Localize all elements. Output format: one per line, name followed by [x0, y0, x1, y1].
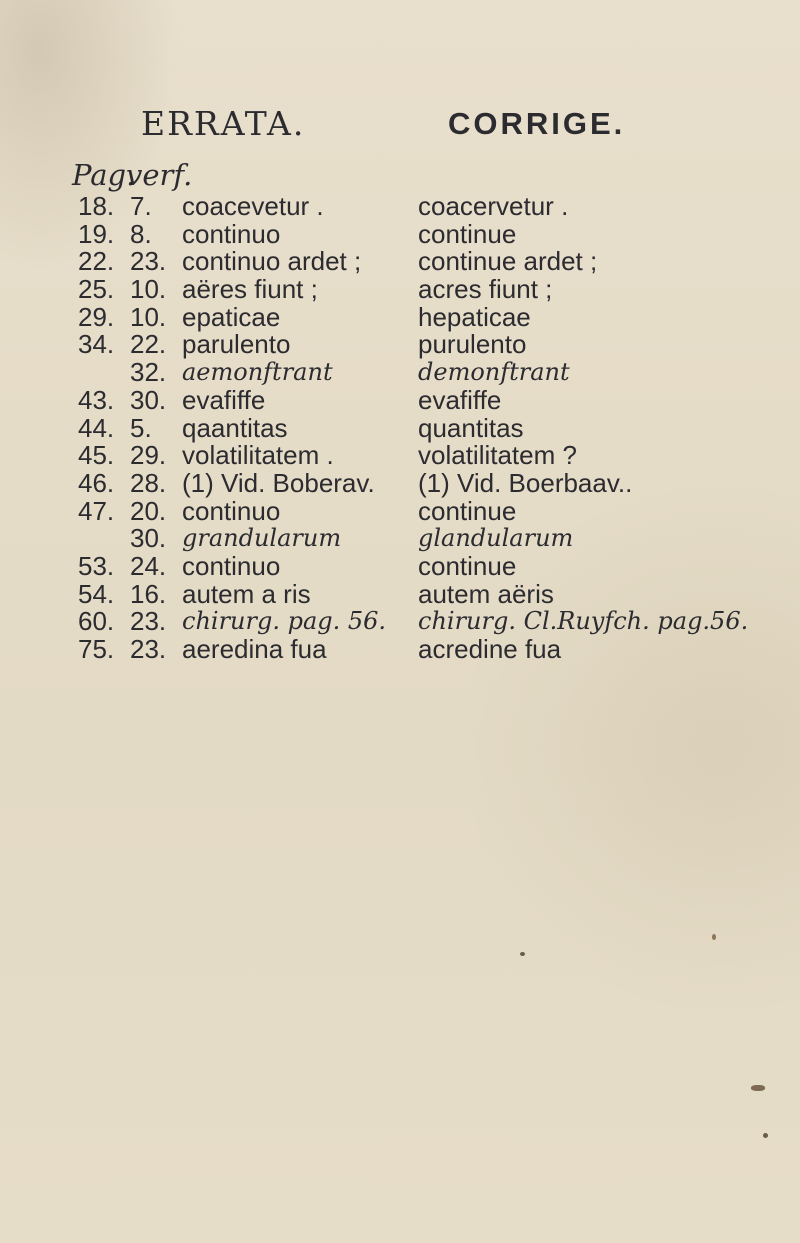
page-number: 75. [78, 634, 115, 664]
erratum-text: aemonftrant [182, 358, 333, 387]
paper-speck [712, 934, 716, 940]
corrige-text: acredine fua [418, 634, 562, 664]
verse-number: 30. [130, 523, 167, 554]
erratum-text: chirurg. pag. 56. [182, 607, 387, 636]
errata-row [0, 495, 800, 526]
errata-row [0, 359, 800, 387]
errata-row [0, 442, 800, 470]
errata-row [0, 578, 800, 609]
verse-number: 16. [130, 578, 167, 609]
errata-row [0, 550, 800, 581]
verse-number: 20. [130, 495, 167, 526]
corrige-text: volatilitatem ? [418, 440, 577, 471]
verse-number: 23. [130, 246, 167, 277]
page-number: 18. [78, 191, 115, 221]
verse-number: 29. [130, 440, 167, 471]
erratum-text: continuo [182, 218, 281, 249]
page-number: 54. [78, 578, 115, 609]
erratum-text: continuo [182, 550, 281, 581]
corrige-text: (1) Vid. Boerbaav.. [418, 467, 633, 498]
page-number: 34. [78, 329, 115, 360]
errata-row [0, 248, 800, 276]
page-number: 25. [78, 274, 115, 305]
verse-number: 5. [130, 412, 152, 443]
verse-number: 24. [130, 550, 167, 581]
verse-number: 10. [130, 274, 167, 305]
corrige-text: continue [418, 550, 517, 581]
verse-number: 23. [130, 634, 167, 664]
verse-number: 22. [130, 329, 167, 360]
verse-number: 10. [130, 301, 167, 332]
errata-row [0, 467, 800, 498]
verse-number: 8. [130, 218, 152, 249]
erratum-text: autem a ris [182, 578, 311, 609]
corrige-text: continue [418, 495, 517, 526]
errata-row [0, 193, 800, 221]
page-column-label: Pag. [72, 158, 136, 192]
page-number: 29. [78, 301, 115, 332]
errata-row [0, 412, 800, 443]
page-number: 60. [78, 606, 115, 637]
paper-speck [751, 1085, 765, 1091]
erratum-text: (1) Vid. Boberav. [182, 467, 375, 498]
verse-number: 7. [130, 191, 152, 221]
verse-number: 28. [130, 467, 167, 498]
erratum-text: coacevetur . [182, 191, 324, 221]
corrige-text: hepaticae [418, 301, 531, 332]
page-number: 47. [78, 495, 115, 526]
verse-number: 32. [130, 357, 167, 388]
erratum-text: continuo [182, 495, 281, 526]
corrige-text: purulento [418, 329, 527, 360]
erratum-text: epaticae [182, 301, 281, 332]
page-number: 45. [78, 440, 115, 471]
corrige-text: acres fiunt ; [418, 274, 553, 305]
page-number: 46. [78, 467, 115, 498]
errata-row [0, 384, 800, 415]
errata-list [0, 193, 800, 664]
erratum-text: volatilitatem . [182, 440, 334, 471]
paper-speck [520, 952, 525, 956]
corrige-text: quantitas [418, 412, 524, 443]
paper-speck [763, 1133, 768, 1138]
corrige-text: autem aëris [418, 578, 554, 609]
corrige-text: coacervetur . [418, 191, 569, 221]
errata-header [0, 104, 800, 144]
errata-row [0, 636, 800, 664]
corrige-text: glandularum [418, 524, 574, 553]
page-number: 53. [78, 550, 115, 581]
corrige-text: continue [418, 218, 517, 249]
erratum-text: parulento [182, 329, 291, 360]
erratum-text: aëres fiunt ; [182, 274, 318, 305]
erratum-text: evafiffe [182, 384, 266, 415]
erratum-text: grandularum [182, 524, 342, 553]
page-number: 19. [78, 218, 115, 249]
errata-row [0, 301, 800, 332]
errata-row [0, 218, 800, 249]
erratum-text: continuo ardet ; [182, 246, 362, 277]
errata-title: ERRATA. [141, 104, 306, 143]
errata-row [0, 525, 800, 553]
column-labels [0, 158, 800, 194]
corrige-text: evafiffe [418, 384, 502, 415]
corrige-text: demonftrant [418, 358, 570, 387]
errata-row [0, 276, 800, 304]
corrige-text: continue ardet ; [418, 246, 598, 277]
verse-number: 23. [130, 606, 167, 637]
page-number: 43. [78, 384, 115, 415]
errata-row [0, 608, 800, 636]
verse-number: 30. [130, 384, 167, 415]
page-number: 22. [78, 246, 115, 277]
corrige-title: CORRIGE. [448, 106, 626, 141]
corrige-text: chirurg. Cl.Ruyfch. pag.56. [418, 607, 749, 636]
erratum-text: aeredina fua [182, 634, 327, 664]
errata-row [0, 331, 800, 359]
erratum-text: qaantitas [182, 412, 288, 443]
verse-column-label: verf. [126, 158, 193, 192]
page-number: 44. [78, 412, 115, 443]
